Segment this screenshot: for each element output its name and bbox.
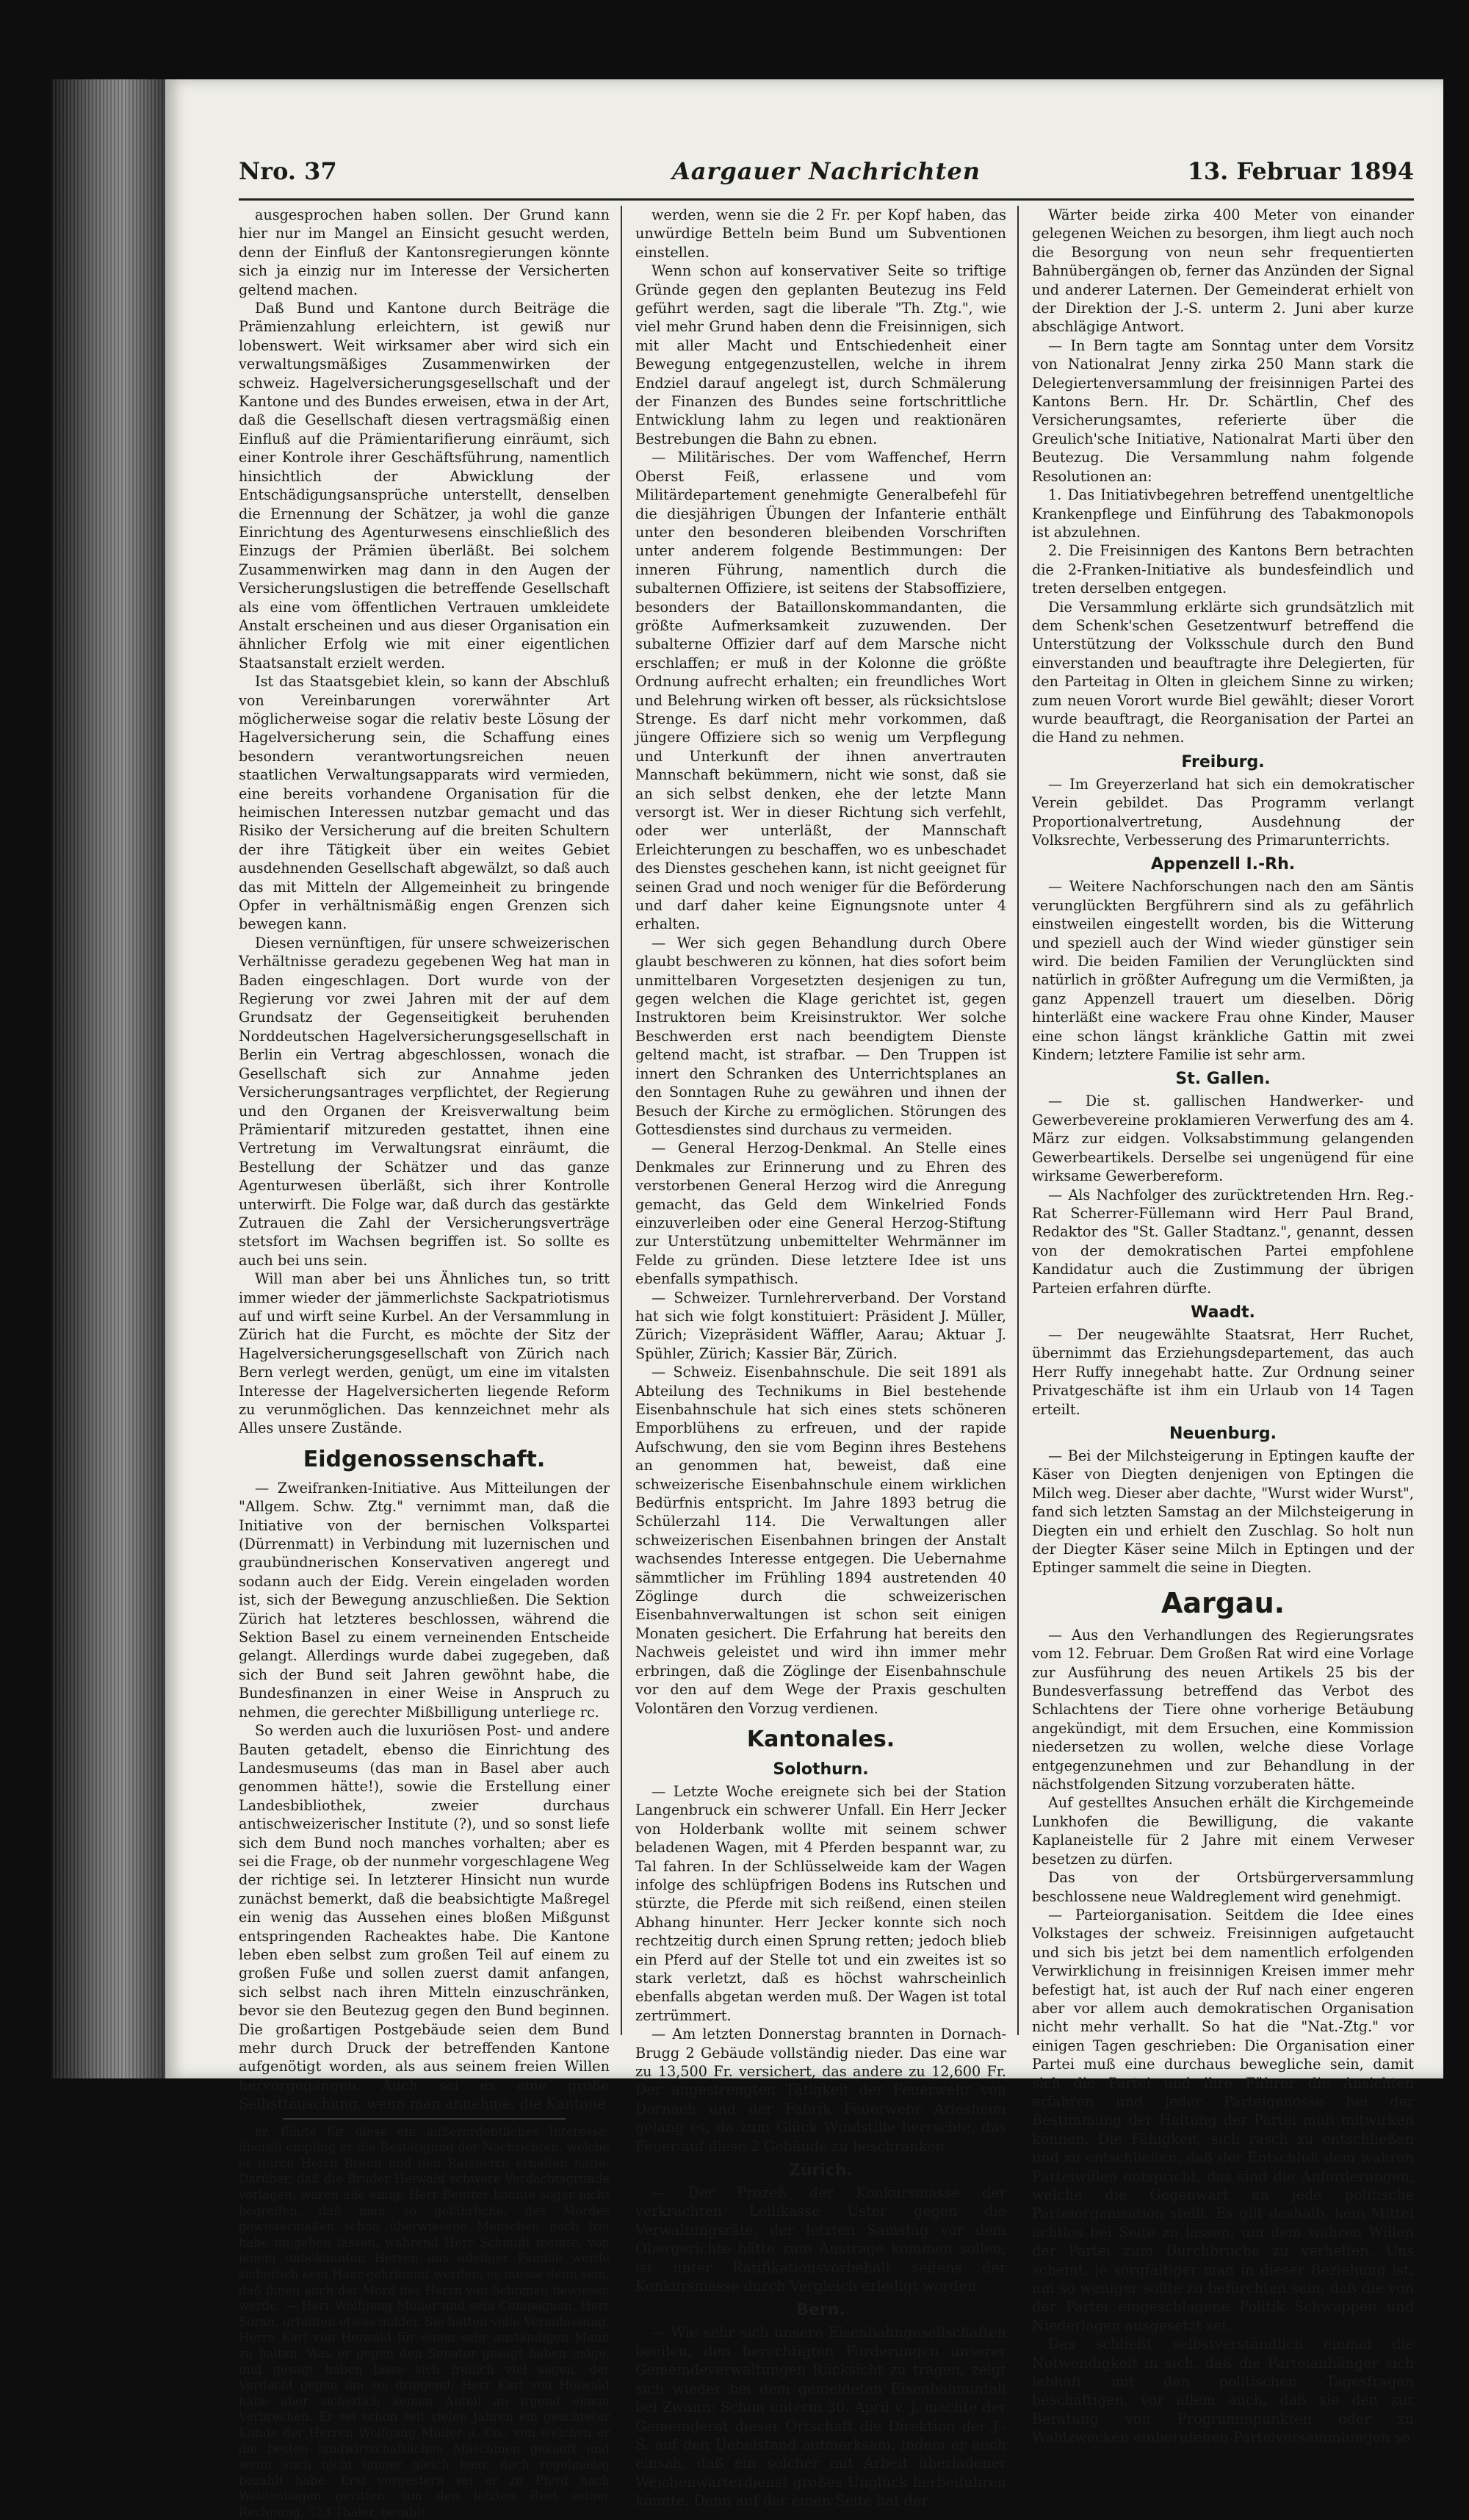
- paragraph: Auf gestelltes Ansuchen erhält die Kirchgemeinde Lunkhofen die Bewilligung, die vakante Kaplaneistelle für 2 Jahre mit einem Verweser besetzen zu dürfen.: [1032, 1794, 1414, 1868]
- newspaper-title: Aargauer Nachrichten: [671, 157, 981, 185]
- paragraph: — Als Nachfolger des zurücktretenden Hrn. Reg.-Rat Scherrer-Füllemann wird Herr Paul Brand, Redaktor des "St. Galler Stadtanz.", genannt, dessen von der demokratischen Partei empfohlene Kandidatur auch die Zustimmung der übrigen Parteien erfahren dürfte.: [1032, 1186, 1414, 1297]
- paragraph: — Zweifranken-Initiative. Aus Mitteilungen der "Allgem. Schw. Ztg." vernimmt man, daß die Initiative von der bernischen Volkspartei (Dürrenmatt) in Verbindung mit luzernischen und graubündnerischen Konservativen angeregt und sodann auch der Eidg. Verein eingeladen worden ist, sich der Bewegung anzuschließen. Die Sektion Zürich hat letzteres beschlossen, während die Sektion Basel zu einem verneinenden Entscheide gelangt. Allerdings wurde dabei zugegeben, daß sich der Bund seit Jahren gewöhnt habe, die Bundesfinanzen in einer Weise in Anspruch zu nehmen, die gerechter Mißbilligung unterliege rc.: [239, 1479, 610, 1721]
- canton-heading: Freiburg.: [1181, 752, 1265, 771]
- canton-heading: Solothurn.: [773, 1760, 869, 1779]
- paragraph: — Schweizer. Turnlehrerverband. Der Vorstand hat sich wie folgt konstituiert: Präsident J. Müller, Zürich; Vizepräsident Wäffler, Aarau; Aktuar J. Spühler, Zürich; Kassier Bär, Zürich.: [635, 1289, 1006, 1362]
- canton-heading: Waadt.: [1191, 1303, 1255, 1322]
- column-1: [239, 206, 610, 2519]
- canton-heading: Neuenburg.: [1169, 1424, 1277, 1443]
- paragraph: — Letzte Woche ereignete sich bei der Station Langenbruck ein schwerer Unfall. Ein Herr Jecker von Holderbank wollte mit seinem schwer beladenen Wagen, mit 4 Pferden bespannt war, zu Tal fahren. In der Schlüsselweide kam der Wagen infolge des schlüpfrigen Bodens ins Rutschen und stürzte, die Pferde mit sich reißend, einen steilen Abhang hinunter. Herr Jecker konnte sich noch rechtzeitig durch einen Sprung retten; jedoch blieb ein Pferd auf der Stelle tot und ein zweites ist so stark verletzt, daß es höchst wahrscheinlich ebenfalls abgetan werden muß. Der Wagen ist total zertrümmert.: [635, 1782, 1006, 2024]
- feuilleton-paragraph: er, fühlte für diese ein außerordentliches Interesse; überall empfing er die Bestätigung der Nachrichten, welche er durch Herrn Braun und den Ratsherrn erhalten hatte. Darüber, daß die Brüder Heiwald schwere Verdachtsgründe vorlagen, waren alle einig; Herr Beutter konnte sogar nicht begreifen, daß man so gefährliche, des Mordes gewissermaßen schon überwiesene Menschen noch frei habe umgehen lassen, während Herr Schmidt meinte, von jenem unbekannten Herren aus adeliger Familie werde sicherlich kein Haar gekrümmt werden, es müsse denn sein, daß ihnen auch der Mord des Herrn von Schomau bewiesen werde. — Herr Wolfgang Müller und sein Compagnon, Herr Soran, urteilten etwas milder. Sie hatten volle Veranlassung, Herrn Karl von Heiwald für einen sehr anständigen Mann zu halten. Was er gegen den Senator gesagt haben möge, und gesagt haben lasse sich freilich viel sagen, der Verdacht gegen ihn sei dringend; Herr Karl von Heiwald habe aber sicherlich keinen Anteil an irgend einem Verbrechen. Er sei schon seit vielen Jahren ein geachteter Kunde der Herren Wolfgang Müller u. Co., von welchen er die besten landwirtschaftlichen Maschinen gekauft und wenn auch nicht immer gleich baar, doch regelmäßig bezahlt habe. Erst vorgestern sei er zu Pferd nach Weidenhagen geritten, um den letzten Rest seiner Rechnung, 523 Thaler, bezahlt.: [239, 2124, 610, 2519]
- canton-heading: Appenzell I.-Rh.: [1150, 855, 1296, 874]
- paragraph: — Der neugewählte Staatsrat, Herr Ruchet, übernimmt das Erziehungsdepartement, das auch Herr Ruffy innegehabt hatte. Zur Ordnung seiner Privatgeschäfte ist ihm ein Urlaub von 14 Tagen erteilt.: [1032, 1325, 1414, 1418]
- paragraph: Daß Bund und Kantone durch Beiträge die Prämienzahlung erleichtern, ist gewiß nur lobenswert. Weit wirksamer aber wird sich ein verwaltungsmäßiges Zusammenwirken der schweiz. Hagelversicherungsgesellschaft und der Kantone und des Bundes erweisen, etwa in der Art, daß die Gesellschaft diesen vertragsmäßig einen Einfluß auf die Prämientarifierung einräumt, sich einer Kontrole ihrer Geschäftsführung, namentlich hinsichtlich der Abwicklung der Entschädigungsansprüche unterstellt, denselben die Ernennung der Schätzer, ja wohl die ganze Einrichtung des Agenturwesens einschließlich des Einzugs der Prämien überläßt. Bei solchem Zusammenwirken mag dann in den Augen der Versicherungslustigen die betreffende Gesellschaft als eine vom öffentlichen Vertrauen umkleidete Anstalt erscheinen und aus dieser Organisation ein ähnlicher Erfolg wie mit einer eigentlichen Staatsanstalt erzielt werden.: [239, 300, 610, 672]
- canton-heading: St. Gallen.: [1175, 1070, 1271, 1089]
- canton-heading: Bern.: [796, 2301, 845, 2320]
- issue-date: 13. Februar 1894: [1187, 157, 1414, 185]
- column-2: [635, 206, 1006, 2510]
- paragraph: Diesen vernünftigen, für unsere schweizerischen Verhältnisse geradezu gegebenen Weg hat man in Baden eingeschlagen. Dort wurde von der Regierung vor zwei Jahren mit der auf dem Grundsatz der Gegenseitigkeit beruhenden Norddeutschen Hagelversicherungsgesellschaft in Berlin ein Vertrag abgeschlossen, wonach die Gesellschaft sich zur Annahme jeden Versicherungsantrages verpflichtet, der Regierung und den Organen der Kreisverwaltung beim Prämientarif mitzureden gestattet, ihnen eine Vertretung im Verwaltungsrat einräumt, die Bestellung der Schätzer und das ganze Agenturwesen überläßt, sich ihrer Kontrolle unterwirft. Die Folge war, daß durch das gestärkte Zutrauen die Zahl der Versicherungsverträge stetsfort im Wachsen begriffen ist. So sollte es auch bei uns sein.: [239, 934, 610, 1269]
- paragraph: — Die st. gallischen Handwerker- und Gewerbevereine proklamieren Verwerfung des am 4. März zur eidgen. Volksabstimmung gelangenden Gewerbeartikels. Derselbe sei ungenügend für eine wirksame Gewerbereform.: [1032, 1092, 1414, 1185]
- book-edge: [51, 79, 169, 2078]
- newspaper-page: [165, 79, 1443, 2519]
- column-rule: [1017, 206, 1019, 2035]
- paragraph: Ist das Staatsgebiet klein, so kann der Abschluß von Vereinbarungen vorerwähnter Art möglicherweise sogar die relativ beste Lösung der Hagelversicherung sein, die Schaffung eines besondern verantwortungsreichen neuen staatlichen Verwaltungsapparats wird vermieden, eine bereits vorhandene Organisation für die heimischen Interessen nutzbar gemacht und das Risiko der Versicherung auf die breiten Schultern der ihre Tätigkeit über ein weites Gebiet ausdehnenden Gesellschaft abgewälzt, so daß auch das mit Mitteln der Allgemeinheit zu bringende Opfer in verhältnismäßig engen Grenzen sich bewegen kann.: [239, 673, 610, 933]
- paragraph: Wärter beide zirka 400 Meter von einander gelegenen Weichen zu besorgen, ihm liegt auch noch die Besorgung von neun sehr frequentierten Bahnübergängen ob, ferner das Anzünden der Signal und anderer Laternen. Der Gemeinderat erhielt von der Direktion der J.-S. unterm 2. Juni aber kurze abschlägige Antwort.: [1032, 206, 1414, 336]
- paragraph: — Weitere Nachforschungen nach den am Säntis verunglückten Bergführern sind als zu gefährlich einstweilen eingestellt worden, bis die Witterung und speziell auch der Wind wieder günstiger sein wird. Die beiden Familien der Verunglückten sind natürlich in größter Aufregung um die Vermißten, ja ganz Appenzell trauert um dieselben. Dörig hinterläßt eine wackere Frau ohne Kinder, Mauser eine schon längst kränkliche Gattin mit zwei Kindern; letztere Familie ist sehr arm.: [1032, 878, 1414, 1064]
- paragraph: Das schließt selbstverständlich einmal die Notwendigkeit in sich, daß die Parteianhänger sich lebhaft mit den politischen Tagesfragen beschäftigen, vor allem auch, daß sie den zur Beratung von Programmpunkten oder zu Wahlzwecken einberufenen Parteiversammlungen so: [1032, 2336, 1414, 2447]
- divider: [283, 2118, 566, 2120]
- paragraph: — Schweiz. Eisenbahnschule. Die seit 1891 als Abteilung des Technikums in Biel bestehende Eisenbahnschule hat sich eines stets schöneren Emporblühens zu erfreuen, und der rapide Aufschwung, den sie vom Beginn ihres Bestehens an genommen hat, beweist, daß eine schweizerische Eisenbahnschule einem wirklichen Bedürfnis entspricht. Im Jahre 1893 betrug die Schülerzahl 114. Die Verwaltungen aller schweizerischen Eisenbahnen bringen der Anstalt wachsendes Interesse entgegen. Die Uebernahme sämmtlicher im Frühling 1894 austretenden 40 Zöglinge durch die schweizerischen Eisenbahnverwaltungen ist schon seit einigen Monaten gesichert. Die Erfahrung hat bereits den Nachweis geleistet und wird ihn immer mehr erbringen, daß die Zöglinge der Eisenbahnschule vor den auf dem Wege der Praxis geschulten Volontären den Vorzug verdienen.: [635, 1364, 1006, 1717]
- paragraph: ausgesprochen haben sollen. Der Grund kann hier nur im Mangel an Einsicht gesucht werden, denn der Einfluß der Kantonsregierungen könnte sich ja einzig nur im Interesse der Versicherten geltend machen.: [239, 206, 610, 298]
- issue-number: Nro. 37: [239, 157, 337, 185]
- section-heading: Eidgenossenschaft.: [303, 1446, 546, 1472]
- paragraph: 1. Das Initiativbegehren betreffend unentgeltliche Krankenpflege und Einführung des Tabakmonopols ist abzulehnen.: [1032, 486, 1414, 541]
- paragraph: So werden auch die luxuriösen Post- und andere Bauten getadelt, ebenso die Einrichtung des Landesmuseums (das man in Basel aber auch genommen hätte!), sowie die Erstellung einer Landesbibliothek, zweier durchaus antischweizerischer Institute (?), und so sonst liefe sich dem Bund noch manches vorhalten; aber es sei die Frage, ob der nunmehr vorgeschlagene Weg der richtige sei. In letzterer Hinsicht nun wurde zunächst bemerkt, daß die beabsichtigte Maßregel ein wenig das Aussehen eines bloßen Mißgunst entspringenden Racheaktes habe. Die Kantone leben eben selbst zum großen Teil auf einem zu großen Fuße und sollen zuerst damit anfangen, sich selbst nach ihren Mitteln einzuschränken, bevor sie den Beutezug gegen den Bund beginnen. Die großartigen Postgebäude seien dem Bund mehr durch Druck der betreffenden Kantone aufgenötigt worden, als aus seinem freien Willen hervorgegangen. Auch sei es eine große Selbsttäuschung, wenn man annehme, die Kantone: [239, 1722, 610, 2113]
- paragraph: — Militärisches. Der vom Waffenchef, Herrn Oberst Feiß, erlassene und vom Militärdepartement genehmigte Generalbefehl für die diesjährigen Übungen der Infanterie enthält unter den besonderen bleibenden Vorschriften unter anderem folgende Bestimmungen: Der inneren Führung, namentlich durch die subalternen Offiziere, ist seitens der Stabsoffiziere, besonders der Bataillonskommandanten, die größte Aufmerksamkeit zuzuwenden. Der subalterne Offizier darf auf dem Marsche nicht erschlaffen; er muß in der Kolonne die größte Ordnung aufrecht erhalten; ein freundliches Wort und Belehrung wirken oft besser, als rücksichtslose Strenge. Es darf nicht mehr vorkommen, daß jüngere Offiziere sich so wenig um Verpflegung und Unterkunft der ihnen anvertrauten Mannschaft bekümmern, nicht wie sonst, daß sie an sich selbst denken, ehe der letzte Mann versorgt ist. Wer in dieser Richtung sich verfehlt, oder wer unterläßt, der Mannschaft Erleichterungen zu beschaffen, wo es unbeschadet des Dienstes geschehen kann, ist nicht geeignet für seinen Grad und noch weniger für die Beförderung und darf daher keine Eignungsnote unter 4 erhalten.: [635, 449, 1006, 933]
- section-heading: Kantonales.: [746, 1726, 895, 1752]
- paragraph: Das von der Ortsbürgerversammlung beschlossene neue Waldreglement wird genehmigt.: [1032, 1869, 1414, 1905]
- paragraph: 2. Die Freisinnigen des Kantons Bern betrachten die 2-Franken-Initiative als bundesfeindlich und treten derselben entgegen.: [1032, 542, 1414, 597]
- paragraph: — Am letzten Donnerstag brannten in Dornach-Brugg 2 Gebäude vollständig nieder. Das eine war zu 13,500 Fr. versichert, das andere zu 12,600 Fr. Der angestrengten Tätigkeit der Feuerwehr von Dornach und der Fabrik Feuerwehr Arlesheim gelang es, da zum Glück Windstille herrschte, das Feuer auf diese 2 Gebäude zu beschränken.: [635, 2026, 1006, 2155]
- section-heading: Aargau.: [1161, 1586, 1285, 1619]
- paragraph: Will man aber bei uns Ähnliches tun, so tritt immer wieder der jämmerlichste Sackpatriotismus auf und wirft seine Kurbel. An der Versammlung in Zürich hat die Furcht, es möchte der Sitz der Hagelversicherungsgesellschaft von Zürich nach Bern verlegt werden, genügt, um eine im vitalsten Interesse der Hagelversicherten liegende Reform zu verunmöglichen. Das kennzeichnet mehr als Alles unsere Zustände.: [239, 1270, 610, 1437]
- canton-heading: Zürich.: [788, 2161, 853, 2181]
- paragraph: — Wie sehr sich unsere Eisenbahngesellschaften beeilen, den berechtigten Forderungen unserer Gemeindeverwaltungen Rücksicht zu tragen, zeigt sich wieder bei dem gemeldeten Eisenbahnunfall bei Zwann: Schon unterm 30. April v. J. machte der Gemeinderat dieser Ortschaft die Direktion der J.-S. auf den Uebelstand aufmerksam, indem er auch einsah, daß ein solcher mit Arbeit überladener Weichenwärterdienst großes Unglück herbeiführen könnte. Denn auf der einen Seite hat der: [635, 2324, 1006, 2510]
- paragraph: — Im Greyerzerland hat sich ein demokratischer Verein gebildet. Das Programm verlangt Proportionalvertretung, Ausdehnung der Volksrechte, Verbesserung des Primarunterrichts.: [1032, 775, 1414, 849]
- masthead: [239, 154, 1414, 201]
- paragraph: — Der Prozeß der Konkursmasse der verkrachten Leihkasse Uster gegen die Verwaltungsräte, der letzten Samstag vor dem Obergerichte hätte zum Austrage kommen sollen, ist unter Ratifikationsvorbehalt seitens der Konkursmasse durch Vergleich erledigt worden.: [635, 2184, 1006, 2295]
- paragraph: — In Bern tagte am Sonntag unter dem Vorsitz von Nationalrat Jenny zirka 250 Mann stark die Delegiertenversammlung der freisinnigen Partei des Kantons Bern. Hr. Dr. Schärtlin, Chef des Versicherungsamtes, referierte über die Greulich'sche Initiative, Nationalrat Marti über den Beutezug. Die Versammlung nahm folgende Resolutionen an:: [1032, 336, 1414, 485]
- paragraph: — Aus den Verhandlungen des Regierungsrates vom 12. Februar. Dem Großen Rat wird eine Vorlage zur Ausführung des neuen Artikels 25 bis der Bundesverfassung betreffend das Verbot des Schlachtens der Tiere ohne vorherige Betäubung angekündigt, mit dem Ersuchen, eine Kommission niedersetzen zu wollen, welche diese Vorlage entgegenzunehmen und zur Behandlung in der nächstfolgenden Sitzung vorzuberaten hätte.: [1032, 1626, 1414, 1793]
- column-rule: [621, 206, 622, 2035]
- paragraph: — Bei der Milchsteigerung in Eptingen kaufte der Käser von Diegten denjenigen von Eptingen die Milch weg. Dieser aber dachte, "Wurst wider Wurst", fand sich letzten Samstag an der Milchsteigerung in Diegten ein und erhielt den Zuschlag. So holt nun der Diegter Käser seine Milch in Eptingen und der Eptinger sammelt die seine in Diegten.: [1032, 1447, 1414, 1577]
- paragraph: Die Versammlung erklärte sich grundsätzlich mit dem Schenk'schen Gesetzentwurf betreffend die Unterstützung der Volksschule durch den Bund einverstanden und beauftragte ihre Delegierten, für den Parteitag in Olten in gleichem Sinne zu wirken; zum neuen Vorort wurde Biel gewählt; dieser Vorort wurde beauftragt, die Reorganisation der Partei an die Hand zu nehmen.: [1032, 598, 1414, 746]
- column-3: [1032, 206, 1414, 2447]
- paragraph: Wenn schon auf konservativer Seite so triftige Gründe gegen den geplanten Beutezug ins Feld geführt werden, sagt die liberale "Th. Ztg.", wie viel mehr Grund haben denn die Freisinnigen, sich mit aller Macht und Entschiedenheit einer Bewegung entgegenzustellen, welche in ihrem Endziel darauf angelegt ist, durch Schmälerung der Finanzen des Bundes seine fortschrittliche Entwicklung lahm zu legen und reaktionären Bestrebungen die Bahn zu ebnen.: [635, 262, 1006, 447]
- paragraph: — Wer sich gegen Behandlung durch Obere glaubt beschweren zu können, hat dies sofort beim unmittelbaren Vorgesetzten desjenigen zu tun, gegen welchen die Klage gerichtet ist, gegen Instruktoren beim Kreisinstruktor. Wer solche Beschwerden erst nach beendigtem Dienste geltend macht, ist strafbar. — Den Truppen ist innert den Schranken des Unterrichtsplanes an den Sonntagen Ruhe zu gewähren und ihnen der Besuch der Kirche zu ermöglichen. Störungen des Gottesdienstes sind durchaus zu vermeiden.: [635, 934, 1006, 1138]
- paragraph: — Parteiorganisation. Seitdem die Idee eines Volkstages der schweiz. Freisinnigen aufgetaucht und sich bis jetzt bei dem namentlich erfolgenden Verwirklichung in freisinnigen Kreisen immer mehr befestigt hat, ist auch der Ruf nach einer engeren aber vor allem auch demokratischen Organisation nicht mehr verhallt. So hat die "Nat.-Ztg." vor einigen Tagen geschrieben: Die Organisation einer Partei muß eine durchaus bewegliche sein, damit sich die Partei und ihre Führer die Ansichten erfahren und jeder Parteigenosse bei der Bestimmung der Haltung der Partei muß mitwirken können. Die Fähigkeit, sich rasch zu entschließen und zu entschließen, daß der Entschluß dem wahren Parteiwillen entspricht, das sind die Anforderungen, welche die Gegenwart an jede politische Parteiorganisation stellt. Es gilt deshalb, kein Mittel achtlos bei Seite zu lassen, um dem wahren Willen der Partei zum Durchbruche zu verhelfen. Uns scheint, je sorgfältiger man in dieser Beziehung ist, um so weniger sollte zu befürchten sein, daß die von der Partei eingeschlagene Politik Schwappen und Niederlagen ausgesetzt sei.: [1032, 1906, 1414, 2334]
- paragraph: werden, wenn sie die 2 Fr. per Kopf haben, das unwürdige Betteln beim Bund um Subventionen einstellen.: [635, 206, 1006, 261]
- paragraph: — General Herzog-Denkmal. An Stelle eines Denkmales zur Erinnerung und zu Ehren des verstorbenen General Herzog wird die Anregung gemacht, das Geld dem Winkelried Fonds einzuverleiben oder eine General Herzog-Stiftung zur Unterstützung unbemittelter Wehrmänner im Felde zu gründen. Diese letztere Idee ist uns ebenfalls sympathisch.: [635, 1140, 1006, 1288]
